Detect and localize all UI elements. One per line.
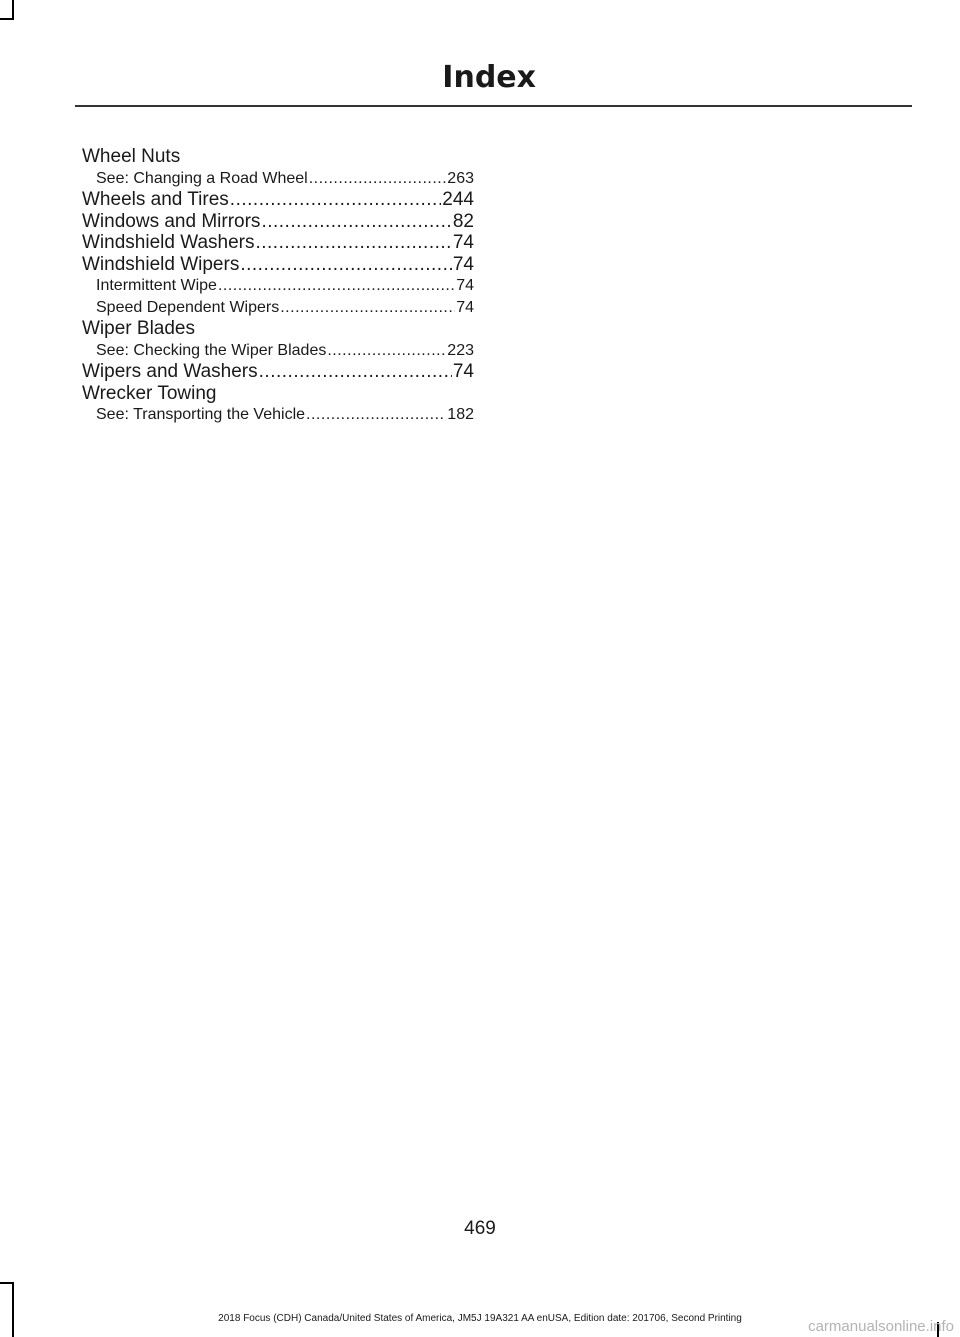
- crop-mark-bottom-left-vertical: [12, 1282, 14, 1337]
- entry-page-number: 263: [447, 169, 474, 187]
- dot-leader: [255, 232, 451, 254]
- entry-page-number: 74: [456, 277, 474, 294]
- index-entry: [82, 318, 474, 340]
- index-entry: [82, 211, 474, 233]
- entry-label: Windshield Wipers: [82, 253, 240, 275]
- entry-label: See: Checking the Wiper Blades: [96, 341, 327, 359]
- page-number: 469: [464, 1218, 496, 1239]
- crop-mark-bottom-left-horizontal: [0, 1282, 12, 1284]
- entry-label: See: Changing a Road Wheel: [96, 169, 308, 187]
- dot-leader: [309, 168, 447, 190]
- entry-label: Windows and Mirrors: [82, 210, 261, 232]
- dot-leader: [259, 361, 452, 383]
- entry-page-number: 74: [452, 361, 474, 382]
- index-list: [82, 146, 474, 426]
- entry-page-number: 223: [447, 341, 474, 359]
- index-subentry: [82, 297, 474, 319]
- entry-label: Windshield Washers: [82, 232, 255, 253]
- dot-leader: [306, 404, 446, 426]
- entry-label: Wheels and Tires: [82, 189, 229, 210]
- dot-leader: [280, 297, 455, 319]
- index-entry: [82, 361, 474, 383]
- index-subentry: [82, 340, 474, 362]
- crop-mark-top-left-horizontal: [0, 18, 12, 20]
- index-subentry: [82, 168, 474, 190]
- entry-page-number: 182: [447, 406, 474, 423]
- entry-label: Wheel Nuts: [82, 146, 181, 167]
- entry-label: Intermittent Wipe: [96, 277, 217, 294]
- index-subentry: [82, 275, 474, 297]
- page-title: Index: [442, 60, 536, 95]
- index-subentry: [82, 404, 474, 426]
- entry-page-number: 74: [452, 253, 474, 275]
- entry-label: Wrecker Towing: [82, 382, 217, 404]
- entry-page-number: 244: [442, 189, 474, 210]
- entry-page-number: 74: [456, 298, 474, 316]
- dot-leader: [218, 275, 455, 297]
- dot-leader: [327, 340, 446, 362]
- crop-mark-top-left-vertical: [12, 0, 14, 20]
- index-entry: [82, 146, 474, 168]
- index-entry: [82, 189, 474, 211]
- entry-label: Speed Dependent Wipers: [96, 298, 280, 316]
- entry-page-number: 74: [452, 232, 474, 253]
- dot-leader: [261, 211, 451, 233]
- dot-leader: [240, 254, 452, 276]
- index-entry: [82, 232, 474, 254]
- entry-label: Wipers and Washers: [82, 361, 258, 382]
- entry-label: Wiper Blades: [82, 318, 195, 339]
- entry-page-number: 82: [452, 210, 474, 232]
- header-divider: [75, 105, 912, 107]
- index-entry: [82, 383, 474, 405]
- entry-label: See: Transporting the Vehicle: [96, 406, 306, 423]
- index-entry: [82, 254, 474, 276]
- footer-edition-info: 2018 Focus (CDH) Canada/United States of America, JM5J 19A321 AA enUSA, Edition date: 201706, Second Printing: [218, 1313, 742, 1324]
- dot-leader: [230, 189, 442, 211]
- watermark-text: carmanualsonline.info: [808, 1318, 954, 1335]
